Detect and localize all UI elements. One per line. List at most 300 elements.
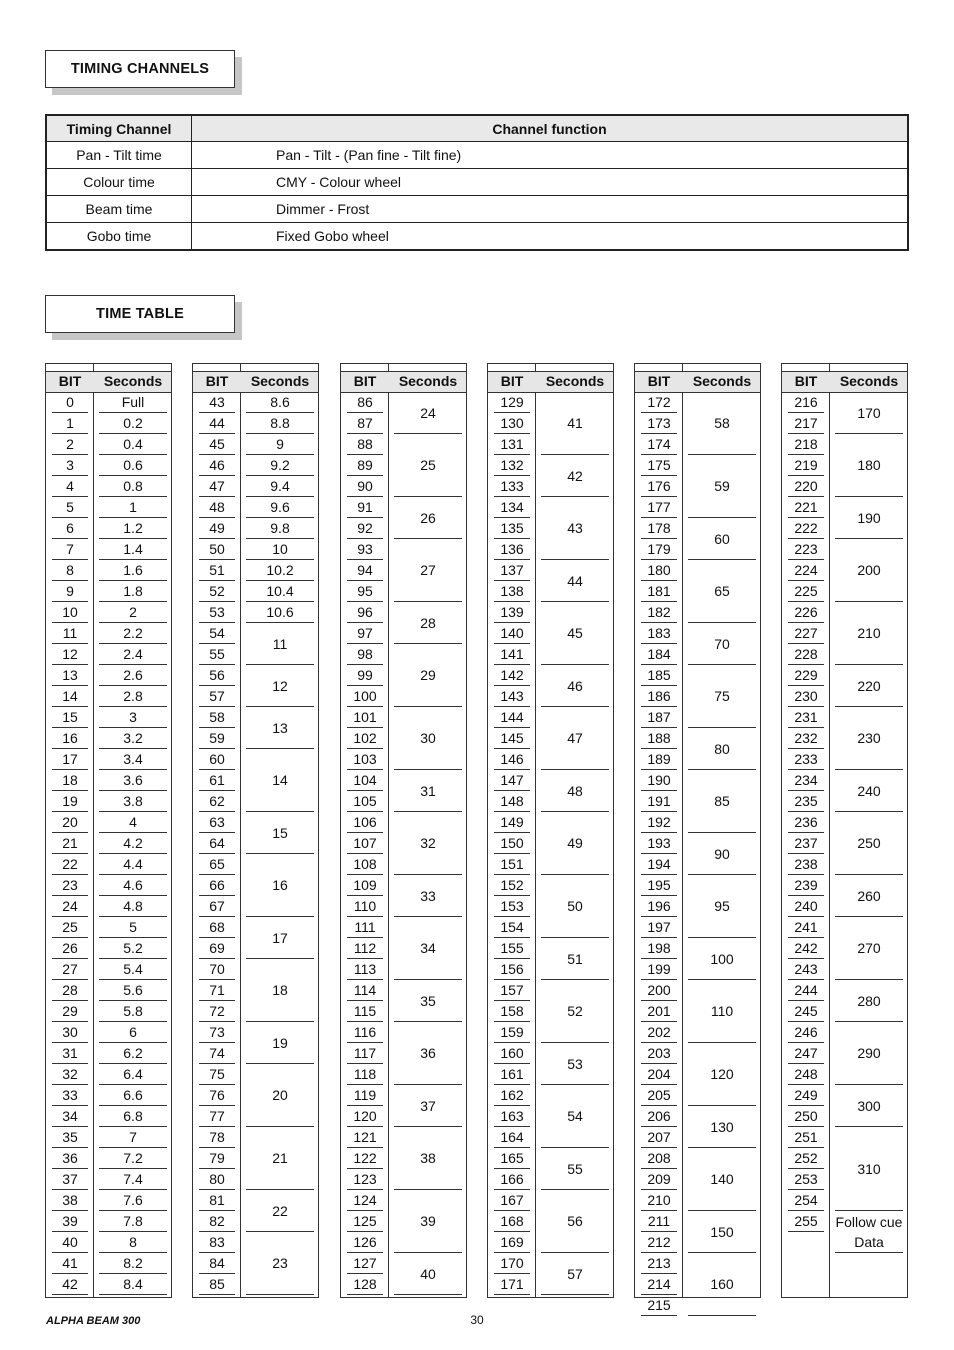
seconds-cell: 6.6: [99, 1085, 167, 1106]
channel-function-cell: Fixed Gobo wheel: [192, 223, 909, 251]
bit-cell: 4: [52, 476, 88, 497]
bit-cell: 100: [347, 686, 383, 707]
channel-function-header: Channel function: [192, 115, 909, 142]
bit-cell: 15: [52, 707, 88, 728]
seconds-cell: 7.8: [99, 1211, 167, 1232]
bit-cell: 7: [52, 539, 88, 560]
bit-cell: 126: [347, 1232, 383, 1253]
seconds-cell: 0.4: [99, 434, 167, 455]
seconds-cell: 100: [688, 938, 756, 980]
bit-cell: 95: [347, 581, 383, 602]
channel-function-cell: CMY - Colour wheel: [192, 169, 909, 196]
bit-cell: 192: [641, 812, 677, 833]
bit-cell: 123: [347, 1169, 383, 1190]
column-divider: [829, 364, 830, 1297]
timing-channels-header-row: [46, 115, 908, 142]
bit-cell: 189: [641, 749, 677, 770]
bit-cell: 207: [641, 1127, 677, 1148]
bit-cell: 255: [788, 1211, 824, 1232]
bit-cell: 66: [199, 875, 235, 896]
bit-cell: 22: [52, 854, 88, 875]
time-table-header: [46, 371, 171, 393]
bit-cell: 96: [347, 602, 383, 623]
seconds-cell: 44: [541, 560, 609, 602]
time-table-header: [193, 371, 318, 393]
bit-cell: 57: [199, 686, 235, 707]
seconds-cell: 260: [835, 875, 903, 917]
seconds-cell: 5.6: [99, 980, 167, 1001]
bit-cell: 112: [347, 938, 383, 959]
bit-cell: 116: [347, 1022, 383, 1043]
seconds-cell: 57: [541, 1253, 609, 1295]
seconds-cell: 37: [394, 1085, 462, 1127]
bit-cell: 128: [347, 1274, 383, 1295]
bit-cell: 91: [347, 497, 383, 518]
bit-cell: 55: [199, 644, 235, 665]
column-divider: [535, 364, 536, 1297]
bit-cell: 179: [641, 539, 677, 560]
seconds-cell: 220: [835, 665, 903, 707]
bit-cell: 14: [52, 686, 88, 707]
seconds-cell: 250: [835, 812, 903, 875]
seconds-cell: 0.8: [99, 476, 167, 497]
bit-cell: 48: [199, 497, 235, 518]
time-table-block: [781, 363, 908, 1298]
seconds-cell: 200: [835, 539, 903, 602]
seconds-cell: 1.6: [99, 560, 167, 581]
bit-cell: 30: [52, 1022, 88, 1043]
bit-cell: 222: [788, 518, 824, 539]
bit-cell: 69: [199, 938, 235, 959]
bit-cell: 107: [347, 833, 383, 854]
bit-cell: 142: [494, 665, 530, 686]
seconds-cell: 52: [541, 980, 609, 1043]
seconds-cell: 49: [541, 812, 609, 875]
bit-cell: 165: [494, 1148, 530, 1169]
seconds-cell: 65: [688, 560, 756, 623]
bit-cell: 37: [52, 1169, 88, 1190]
bit-cell: 99: [347, 665, 383, 686]
seconds-column-header: Seconds: [250, 373, 310, 389]
seconds-cell: 120: [688, 1043, 756, 1106]
time-table-block: [634, 363, 761, 1313]
bit-cell: 224: [788, 560, 824, 581]
bit-cell: 206: [641, 1106, 677, 1127]
bit-cell: 131: [494, 434, 530, 455]
bit-cell: 234: [788, 770, 824, 791]
bit-cell: 162: [494, 1085, 530, 1106]
bit-column-header: BIT: [647, 373, 671, 389]
bit-cell: 28: [52, 980, 88, 1001]
bit-cell: 103: [347, 749, 383, 770]
bit-cell: 47: [199, 476, 235, 497]
bit-cell: 11: [52, 623, 88, 644]
seconds-cell: 55: [541, 1148, 609, 1190]
bit-cell: 50: [199, 539, 235, 560]
time-table-block: [45, 363, 172, 1298]
bit-cell: 125: [347, 1211, 383, 1232]
bit-cell: 49: [199, 518, 235, 539]
bit-cell: 8: [52, 560, 88, 581]
bit-cell: 29: [52, 1001, 88, 1022]
bit-cell: 200: [641, 980, 677, 1001]
bit-cell: 12: [52, 644, 88, 665]
seconds-cell: 10.2: [246, 560, 314, 581]
bit-cell: 186: [641, 686, 677, 707]
seconds-cell: 50: [541, 875, 609, 938]
seconds-cell: 70: [688, 623, 756, 665]
bit-cell: 170: [494, 1253, 530, 1274]
bit-cell: 19: [52, 791, 88, 812]
bit-cell: 63: [199, 812, 235, 833]
column-divider: [93, 364, 94, 1297]
bit-cell: 18: [52, 770, 88, 791]
seconds-cell: 4.8: [99, 896, 167, 917]
seconds-cell: 5.4: [99, 959, 167, 980]
bit-cell: 40: [52, 1232, 88, 1253]
timing-channel-cell: Colour time: [46, 169, 192, 196]
bit-cell: 35: [52, 1127, 88, 1148]
column-divider: [682, 364, 683, 1297]
bit-cell: 178: [641, 518, 677, 539]
bit-cell: 136: [494, 539, 530, 560]
bit-cell: 83: [199, 1232, 235, 1253]
seconds-cell: 230: [835, 707, 903, 770]
seconds-cell: 95: [688, 875, 756, 938]
seconds-cell: 20: [246, 1064, 314, 1127]
seconds-cell: 1.4: [99, 539, 167, 560]
bit-cell: 164: [494, 1127, 530, 1148]
bit-cell: 94: [347, 560, 383, 581]
bit-cell: 159: [494, 1022, 530, 1043]
bit-cell: 167: [494, 1190, 530, 1211]
bit-cell: 52: [199, 581, 235, 602]
bit-cell: 227: [788, 623, 824, 644]
table-row: [46, 223, 908, 251]
seconds-cell: 3.8: [99, 791, 167, 812]
time-table-header: [341, 371, 466, 393]
bit-cell: 208: [641, 1148, 677, 1169]
column-divider: [240, 364, 241, 1297]
bit-cell: 168: [494, 1211, 530, 1232]
seconds-cell: 26: [394, 497, 462, 539]
timing-channel-cell: Beam time: [46, 196, 192, 223]
bit-cell: 177: [641, 497, 677, 518]
channel-function-cell: Dimmer - Frost: [192, 196, 909, 223]
bit-cell: 248: [788, 1064, 824, 1085]
bit-cell: 137: [494, 560, 530, 581]
seconds-cell: 25: [394, 434, 462, 497]
seconds-cell: 6.2: [99, 1043, 167, 1064]
seconds-cell: Follow cue Data: [835, 1211, 903, 1253]
bit-cell: 245: [788, 1001, 824, 1022]
timing-channel-header: Timing Channel: [46, 115, 192, 142]
bit-cell: 226: [788, 602, 824, 623]
bit-cell: 32: [52, 1064, 88, 1085]
bit-cell: 169: [494, 1232, 530, 1253]
seconds-cell: 3: [99, 707, 167, 728]
bit-cell: 109: [347, 875, 383, 896]
column-divider: [388, 364, 389, 1297]
seconds-column-header: Seconds: [103, 373, 163, 389]
seconds-cell: 10.4: [246, 581, 314, 602]
seconds-cell: 270: [835, 917, 903, 980]
seconds-cell: 90: [688, 833, 756, 875]
bit-cell: 158: [494, 1001, 530, 1022]
seconds-cell: 6: [99, 1022, 167, 1043]
bit-cell: 250: [788, 1106, 824, 1127]
bit-cell: 219: [788, 455, 824, 476]
bit-cell: 249: [788, 1085, 824, 1106]
seconds-cell: 24: [394, 392, 462, 434]
bit-cell: 54: [199, 623, 235, 644]
bit-cell: 163: [494, 1106, 530, 1127]
seconds-cell: 40: [394, 1253, 462, 1295]
bit-cell: 150: [494, 833, 530, 854]
timing-channel-cell: Pan - Tilt time: [46, 142, 192, 169]
seconds-cell: Full: [99, 392, 167, 413]
bit-cell: 213: [641, 1253, 677, 1274]
bit-cell: 205: [641, 1085, 677, 1106]
bit-cell: 42: [52, 1274, 88, 1295]
bit-cell: 25: [52, 917, 88, 938]
bit-cell: 80: [199, 1169, 235, 1190]
bit-cell: 98: [347, 644, 383, 665]
bit-cell: 24: [52, 896, 88, 917]
timing-channel-cell: Gobo time: [46, 223, 192, 251]
seconds-cell: 14: [246, 749, 314, 812]
bit-cell: 44: [199, 413, 235, 434]
bit-cell: 243: [788, 959, 824, 980]
bit-cell: 27: [52, 959, 88, 980]
bit-cell: 138: [494, 581, 530, 602]
bit-cell: 173: [641, 413, 677, 434]
bit-cell: 53: [199, 602, 235, 623]
bit-cell: 172: [641, 392, 677, 413]
seconds-cell: 2: [99, 602, 167, 623]
bit-cell: 117: [347, 1043, 383, 1064]
bit-cell: 253: [788, 1169, 824, 1190]
seconds-cell: 280: [835, 980, 903, 1022]
seconds-cell: 56: [541, 1190, 609, 1253]
seconds-cell: 30: [394, 707, 462, 770]
bit-cell: 129: [494, 392, 530, 413]
bit-cell: 228: [788, 644, 824, 665]
bit-cell: 236: [788, 812, 824, 833]
bit-cell: 97: [347, 623, 383, 644]
seconds-cell: 7: [99, 1127, 167, 1148]
bit-cell: 113: [347, 959, 383, 980]
bit-cell: 223: [788, 539, 824, 560]
bit-cell: 76: [199, 1085, 235, 1106]
bit-cell: 121: [347, 1127, 383, 1148]
bit-cell: 244: [788, 980, 824, 1001]
bit-cell: 77: [199, 1106, 235, 1127]
bit-column-header: BIT: [353, 373, 377, 389]
seconds-cell: 6.4: [99, 1064, 167, 1085]
bit-cell: 3: [52, 455, 88, 476]
bit-cell: 41: [52, 1253, 88, 1274]
bit-cell: 81: [199, 1190, 235, 1211]
seconds-cell: 75: [688, 665, 756, 728]
seconds-cell: 8: [99, 1232, 167, 1253]
bit-cell: 184: [641, 644, 677, 665]
bit-cell: 68: [199, 917, 235, 938]
bit-cell: 89: [347, 455, 383, 476]
bit-cell: 215: [641, 1295, 677, 1316]
seconds-cell: 45: [541, 602, 609, 665]
seconds-cell: 180: [835, 434, 903, 497]
seconds-cell: 6.8: [99, 1106, 167, 1127]
bit-cell: 102: [347, 728, 383, 749]
seconds-cell: 13: [246, 707, 314, 749]
bit-cell: 237: [788, 833, 824, 854]
bit-cell: 235: [788, 791, 824, 812]
seconds-cell: 9.2: [246, 455, 314, 476]
seconds-cell: 85: [688, 770, 756, 833]
bit-cell: 134: [494, 497, 530, 518]
bit-cell: 144: [494, 707, 530, 728]
seconds-cell: 1.2: [99, 518, 167, 539]
seconds-cell: 11: [246, 623, 314, 665]
seconds-cell: 1: [99, 497, 167, 518]
bit-cell: 197: [641, 917, 677, 938]
bit-cell: 122: [347, 1148, 383, 1169]
bit-cell: 175: [641, 455, 677, 476]
bit-cell: 111: [347, 917, 383, 938]
bit-cell: 199: [641, 959, 677, 980]
table-row: [46, 196, 908, 223]
time-table-header: [488, 371, 613, 393]
seconds-cell: 17: [246, 917, 314, 959]
bit-cell: 2: [52, 434, 88, 455]
bit-cell: 45: [199, 434, 235, 455]
bit-cell: 146: [494, 749, 530, 770]
seconds-cell: 59: [688, 455, 756, 518]
seconds-cell: 5.8: [99, 1001, 167, 1022]
bit-cell: 21: [52, 833, 88, 854]
timing-channels-title: [45, 50, 235, 88]
bit-cell: 88: [347, 434, 383, 455]
bit-cell: 246: [788, 1022, 824, 1043]
bit-cell: 5: [52, 497, 88, 518]
bit-column-header: BIT: [500, 373, 524, 389]
table-row: [46, 142, 908, 169]
bit-cell: 106: [347, 812, 383, 833]
bit-cell: 240: [788, 896, 824, 917]
bit-cell: 171: [494, 1274, 530, 1295]
bit-cell: 130: [494, 413, 530, 434]
bit-cell: 114: [347, 980, 383, 1001]
seconds-cell: 33: [394, 875, 462, 917]
bit-cell: 16: [52, 728, 88, 749]
bit-column-header: BIT: [794, 373, 818, 389]
bit-cell: 247: [788, 1043, 824, 1064]
seconds-cell: 9: [246, 434, 314, 455]
seconds-cell: 300: [835, 1085, 903, 1127]
bit-cell: 233: [788, 749, 824, 770]
footer-page-number: 30: [470, 1313, 484, 1327]
timing-channels-title-text: TIMING CHANNELS: [70, 61, 210, 77]
seconds-cell: 47: [541, 707, 609, 770]
seconds-cell: 240: [835, 770, 903, 812]
bit-cell: 225: [788, 581, 824, 602]
bit-cell: 78: [199, 1127, 235, 1148]
seconds-cell: 7.2: [99, 1148, 167, 1169]
seconds-cell: 0.6: [99, 455, 167, 476]
seconds-cell: 32: [394, 812, 462, 875]
bit-cell: 145: [494, 728, 530, 749]
bit-cell: 201: [641, 1001, 677, 1022]
bit-cell: 79: [199, 1148, 235, 1169]
bit-cell: 72: [199, 1001, 235, 1022]
seconds-cell: 29: [394, 644, 462, 707]
bit-cell: 187: [641, 707, 677, 728]
bit-cell: 190: [641, 770, 677, 791]
bit-cell: 58: [199, 707, 235, 728]
bit-cell: 152: [494, 875, 530, 896]
bit-cell: 56: [199, 665, 235, 686]
bit-cell: 239: [788, 875, 824, 896]
bit-cell: 17: [52, 749, 88, 770]
bit-cell: 182: [641, 602, 677, 623]
bit-cell: 132: [494, 455, 530, 476]
bit-cell: 183: [641, 623, 677, 644]
bit-cell: 71: [199, 980, 235, 1001]
seconds-cell: 4.6: [99, 875, 167, 896]
seconds-cell: 8.4: [99, 1274, 167, 1295]
seconds-cell: 36: [394, 1022, 462, 1085]
bit-cell: 174: [641, 434, 677, 455]
bit-cell: 209: [641, 1169, 677, 1190]
seconds-column-header: Seconds: [692, 373, 752, 389]
bit-cell: 119: [347, 1085, 383, 1106]
bit-cell: 9: [52, 581, 88, 602]
seconds-cell: 2.4: [99, 644, 167, 665]
bit-cell: 23: [52, 875, 88, 896]
time-table-title-text: TIME TABLE: [96, 306, 184, 322]
bit-cell: 73: [199, 1022, 235, 1043]
bit-cell: 181: [641, 581, 677, 602]
bit-cell: 87: [347, 413, 383, 434]
seconds-cell: 3.4: [99, 749, 167, 770]
bit-cell: 232: [788, 728, 824, 749]
bit-cell: 231: [788, 707, 824, 728]
bit-cell: 133: [494, 476, 530, 497]
bit-cell: 60: [199, 749, 235, 770]
seconds-cell: 39: [394, 1190, 462, 1253]
seconds-cell: 8.8: [246, 413, 314, 434]
bit-cell: 198: [641, 938, 677, 959]
seconds-cell: 2.6: [99, 665, 167, 686]
bit-cell: 64: [199, 833, 235, 854]
seconds-cell: 1.8: [99, 581, 167, 602]
seconds-cell: 4: [99, 812, 167, 833]
seconds-cell: 58: [688, 392, 756, 455]
bit-cell: 154: [494, 917, 530, 938]
bit-cell: 202: [641, 1022, 677, 1043]
bit-cell: 212: [641, 1232, 677, 1253]
time-table-header: [635, 371, 760, 393]
seconds-cell: 140: [688, 1148, 756, 1211]
bit-cell: 238: [788, 854, 824, 875]
seconds-cell: 2.2: [99, 623, 167, 644]
bit-cell: 148: [494, 791, 530, 812]
seconds-cell: 21: [246, 1127, 314, 1190]
bit-cell: 101: [347, 707, 383, 728]
seconds-cell: 160: [688, 1253, 756, 1316]
bit-cell: 6: [52, 518, 88, 539]
